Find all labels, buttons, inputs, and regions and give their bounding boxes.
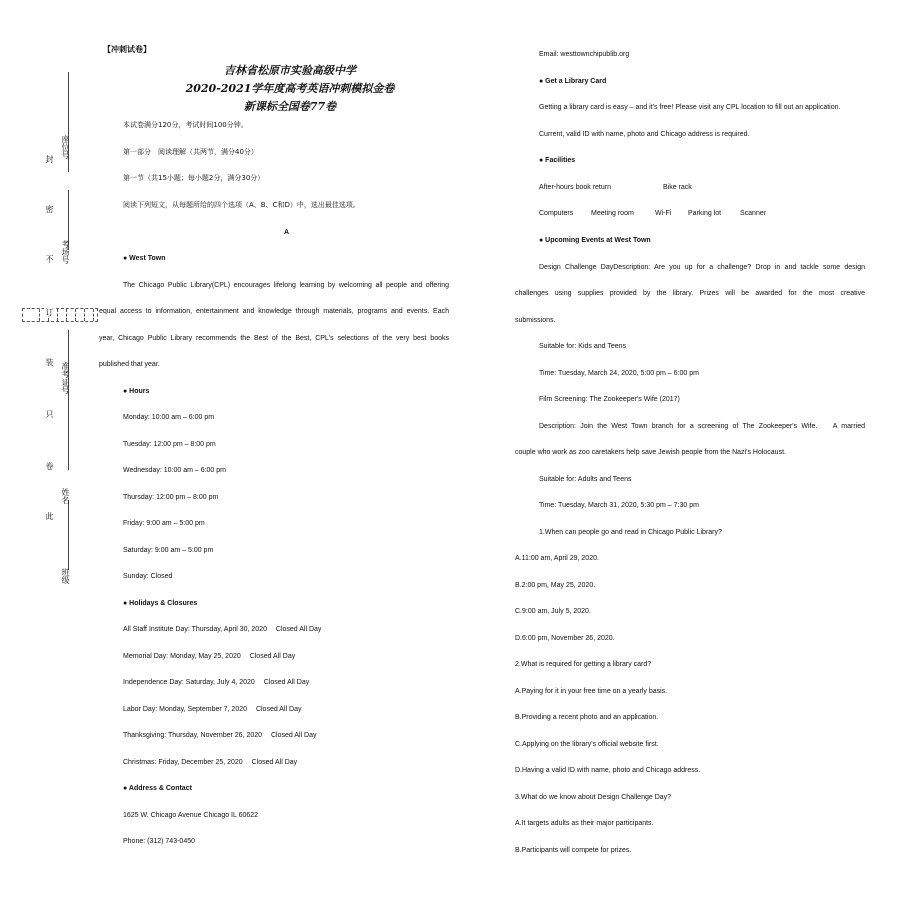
facility-item: Computers bbox=[539, 210, 574, 217]
hours-item: Friday: 9:00 am – 5:00 pm bbox=[123, 520, 205, 527]
hours-item: Saturday: 9:00 am – 5:00 pm bbox=[123, 547, 214, 554]
event-description: couple who work as zoo caretakers help save Jewish people from the Nazi's Holocaust. bbox=[515, 449, 786, 456]
admission-number-label: 准考证号 bbox=[61, 362, 70, 394]
event-description: challenges using supplies provided by the library. Prizes will be awarded for the most creative bbox=[515, 290, 865, 297]
paragraph-line: year, Chicago Public Library recommends the Best of the Best, CPL's selections of the very best books bbox=[99, 335, 449, 342]
holiday-item: All Staff Institute Day: Thursday, April 30, 2020 Closed All Day bbox=[123, 626, 322, 633]
option-item: C.Applying on the library's official website first. bbox=[515, 741, 659, 748]
library-card-text: Current, valid ID with name, photo and Chicago address is required. bbox=[539, 131, 750, 138]
exam-title-volume: 新课标全国卷77卷 bbox=[243, 100, 337, 113]
option-item: B.2:00 pm, May 25, 2020. bbox=[515, 582, 596, 589]
question-1: 1.When can people go and read in Chicago Public Library? bbox=[539, 529, 722, 536]
event-suitable: Suitable for: Adults and Teens bbox=[539, 476, 632, 483]
binding-line bbox=[68, 330, 69, 470]
question-2: 2.What is required for getting a library card? bbox=[515, 661, 652, 668]
west-town-heading: ● West Town bbox=[123, 255, 166, 262]
holiday-item: Independence Day: Saturday, July 4, 2020 Closed All Day bbox=[123, 679, 310, 686]
seal-char: 密 bbox=[45, 205, 54, 213]
seal-char: 此 bbox=[45, 512, 54, 520]
holiday-item: Memorial Day: Monday, May 25, 2020 Closed All Day bbox=[123, 653, 296, 660]
seal-char: 只 bbox=[45, 410, 54, 418]
event-description: Description: Join the West Town branch for a screening of The Zookeeper's Wife. A married bbox=[539, 423, 865, 430]
paragraph-line: The Chicago Public Library(CPL) encourages lifelong learning by welcoming all people and offering bbox=[123, 282, 449, 289]
exam-title-school: 吉林省松原市实验高级中学 bbox=[224, 64, 356, 77]
event-suitable: Suitable for: Kids and Teens bbox=[539, 343, 627, 350]
binding-line bbox=[68, 500, 69, 570]
address-text: 1625 W. Chicago Avenue Chicago IL 60622 bbox=[123, 812, 259, 819]
seal-char: 装 bbox=[45, 358, 54, 366]
event-description: Design Challenge DayDescription: Are you up for a challenge? Drop in and tackle some design bbox=[539, 264, 865, 271]
option-item: A.11:00 am, April 29, 2020. bbox=[515, 555, 599, 562]
facility-item: Wi-Fi bbox=[655, 210, 672, 217]
instruction: 阅读下列短文，从每题所给的四个选项（A、B、C和D）中，选出最佳选项。 bbox=[123, 201, 360, 209]
seat-number-label: 座位号 bbox=[61, 135, 70, 159]
event-description: submissions. bbox=[515, 317, 556, 324]
holiday-item: Labor Day: Monday, September 7, 2020 Closed All Day bbox=[123, 706, 302, 713]
hours-item: Thursday: 12:00 pm – 8:00 pm bbox=[123, 494, 219, 501]
exam-room-label: 考场号 bbox=[61, 240, 70, 264]
binding-box bbox=[22, 308, 98, 322]
passage-label: A bbox=[284, 229, 290, 236]
exam-intro: 本试卷满分120分，考试时间100分钟。 bbox=[123, 121, 248, 129]
seal-char: 卷 bbox=[45, 462, 54, 470]
holidays-heading: ● Holidays & Closures bbox=[123, 600, 198, 607]
holiday-item: Thanksgiving: Thursday, November 26, 2020 Closed All Day bbox=[123, 732, 317, 739]
option-item: A.It targets adults as their major participants. bbox=[515, 820, 654, 827]
seal-char: 订 bbox=[45, 308, 54, 316]
events-heading: ● Upcoming Events at West Town bbox=[539, 237, 651, 244]
facilities-heading: ● Facilities bbox=[539, 157, 576, 164]
holiday-item: Christmas: Friday, December 25, 2020 Closed All Day bbox=[123, 759, 298, 766]
option-item: B.Providing a recent photo and an application. bbox=[515, 714, 659, 721]
facility-item: Meeting room bbox=[591, 210, 634, 217]
paragraph-line: equal access to information, entertainment and knowledge through materials, programs and events. Each bbox=[99, 308, 449, 315]
paragraph-line: published that year. bbox=[99, 361, 160, 368]
library-card-text: Getting a library card is easy – and it's free! Please visit any CPL location to fill out an application. bbox=[539, 104, 841, 111]
option-item: D.Having a valid ID with name, photo and Chicago address. bbox=[515, 767, 701, 774]
hours-item: Monday: 10:00 am – 6:00 pm bbox=[123, 414, 215, 421]
hours-item: Wednesday: 10:00 am – 6:00 pm bbox=[123, 467, 226, 474]
option-item: A.Paying for it in your free time on a yearly basis. bbox=[515, 688, 668, 695]
event-time: Time: Tuesday, March 31, 2020, 5:30 pm – 7:30 pm bbox=[539, 502, 699, 509]
facility-item: Scanner bbox=[740, 210, 767, 217]
exam-title-year: 2020-2021学年度高考英语冲刺模拟金卷 bbox=[185, 82, 395, 95]
option-item: D.6:00 pm, November 26, 2020. bbox=[515, 635, 615, 642]
option-item: C.9:00 am, July 5, 2020. bbox=[515, 608, 591, 615]
seal-char: 不 bbox=[45, 255, 54, 263]
exam-tag: 【冲刺试卷】 bbox=[103, 44, 151, 54]
hours-item: Tuesday: 12:00 pm – 8:00 pm bbox=[123, 441, 216, 448]
name-label: 姓名 bbox=[61, 488, 70, 504]
hours-heading: ● Hours bbox=[123, 388, 150, 395]
facility-item: After-hours book return bbox=[539, 184, 611, 191]
address-heading: ● Address & Contact bbox=[123, 785, 192, 792]
film-screening-title: Film Screening: The Zookeeper's Wife (2017) bbox=[539, 396, 680, 403]
email-text: Email: westtownchipublib.org bbox=[539, 51, 630, 58]
section-one-heading: 第一节（共15小题；每小题2分，满分30分） bbox=[123, 174, 265, 182]
facility-item: Bike rack bbox=[663, 184, 692, 191]
option-item: B.Participants will compete for prizes. bbox=[515, 847, 632, 854]
class-label: 班级 bbox=[61, 568, 70, 584]
question-3: 3.What do we know about Design Challenge Day? bbox=[515, 794, 672, 801]
hours-item: Sunday: Closed bbox=[123, 573, 173, 580]
part-one-heading: 第一部分 阅读理解（共两节，满分40分） bbox=[123, 148, 258, 156]
event-time: Time: Tuesday, March 24, 2020, 5:00 pm – 6:00 pm bbox=[539, 370, 699, 377]
seal-char: 封 bbox=[45, 155, 54, 163]
phone-text: Phone: (312) 743-0450 bbox=[123, 838, 195, 845]
facility-item: Parking lot bbox=[688, 210, 722, 217]
library-card-heading: ● Get a Library Card bbox=[539, 78, 607, 85]
